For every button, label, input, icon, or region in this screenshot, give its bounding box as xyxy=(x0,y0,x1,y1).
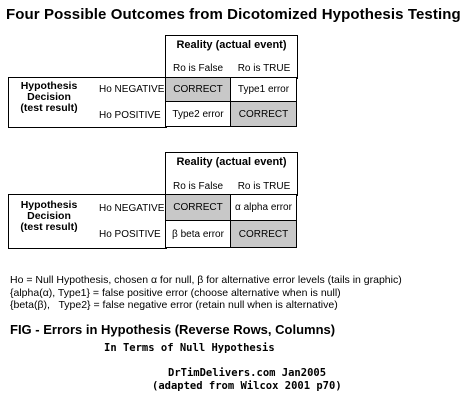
decision-rows-box xyxy=(8,77,167,128)
author-credit: DrTimDelivers.com Jan2005 xyxy=(168,367,327,379)
decision-label-line-3: (test result) xyxy=(20,221,78,233)
decision-label xyxy=(13,200,85,233)
row-label-positive: Ho POSITIVE xyxy=(99,229,161,240)
reality-header-box xyxy=(165,152,298,196)
decision-label-line-2: Decision xyxy=(27,210,71,222)
decision-label-line-1: Hypothesis xyxy=(20,199,78,211)
note-line: {beta(β), Type2} = false negative error (retain null when is alternative) xyxy=(10,299,338,311)
cell-positive-false: β beta error xyxy=(165,220,231,248)
decision-label-line-2: Decision xyxy=(27,91,71,103)
column-header-true: Ro is TRUE xyxy=(237,181,291,192)
reality-header: Reality (actual event) xyxy=(176,39,287,51)
figure-caption: FIG - Errors in Hypothesis (Reverse Rows, Columns) xyxy=(10,322,336,337)
source-credit: (adapted from Wilcox 2001 p70) xyxy=(152,380,342,392)
cell-positive-true: CORRECT xyxy=(230,220,297,248)
page-title: Four Possible Outcomes from Dicotomized Hypothesis Testing xyxy=(6,6,461,23)
reality-header: Reality (actual event) xyxy=(176,156,287,168)
row-label-negative: Ho NEGATIVE xyxy=(99,203,165,214)
cell-negative-true: Type1 error xyxy=(230,77,297,102)
cell-positive-false: Type2 error xyxy=(165,101,231,127)
row-label-negative: Ho NEGATIVE xyxy=(99,84,165,95)
decision-label-line-1: Hypothesis xyxy=(20,80,78,92)
decision-rows-box xyxy=(8,194,167,249)
figure-subcaption: In Terms of Null Hypothesis xyxy=(104,342,275,354)
column-header-false: Ro is False xyxy=(172,181,223,192)
note-line: Ho = Null Hypothesis, chosen α for null, β for alternative error levels (tails in graphic) xyxy=(10,274,402,286)
column-header-false: Ro is False xyxy=(172,63,223,74)
note-line: {alpha(α), Type1} = false positive error (choose alternative when is null) xyxy=(10,286,341,299)
cell-positive-true: CORRECT xyxy=(230,101,297,127)
row-label-positive: Ho POSITIVE xyxy=(99,110,161,121)
decision-label-line-3: (test result) xyxy=(20,102,78,114)
reality-header-box xyxy=(165,35,298,79)
cell-negative-true: α alpha error xyxy=(230,194,297,221)
column-header-true: Ro is TRUE xyxy=(237,63,291,74)
cell-negative-false: CORRECT xyxy=(165,77,231,102)
decision-label xyxy=(13,81,85,114)
legend-notes xyxy=(10,274,402,312)
cell-negative-false: CORRECT xyxy=(165,194,231,221)
